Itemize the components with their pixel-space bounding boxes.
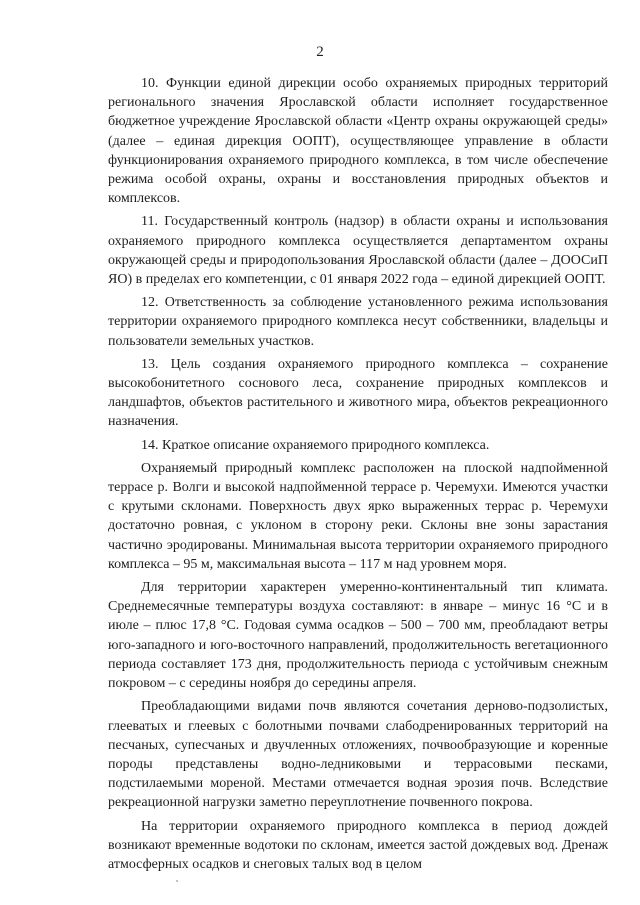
page-number: 2 <box>316 44 324 60</box>
paragraph-12-responsibility: 12. Ответственность за соблюдение установленного режима использования территории охраняемого природного комплекса несут собственники, владельцы и пользователи земельных участков. <box>108 295 608 349</box>
paragraph-14-description-heading: 14. Краткое описание охраняемого природного комплекса. <box>141 437 490 453</box>
paragraph-13-purpose: 13. Цель создания охраняемого природного комплекса – сохранение высокобонитетного соснового леса, сохранение природных комплексов и ландшафтов, объектов растительного и животного мира, объектов рекреационного назначения. <box>108 356 608 430</box>
scan-speck <box>176 880 178 882</box>
paragraph-hydrology: На территории охраняемого природного комплекса в период дождей возникают временные водотоки по склонам, имеется застой дождевых вод. Дренаж атмосферных осадков и снеговых талых вод в целом <box>108 818 608 872</box>
paragraph-relief: Охраняемый природный комплекс расположен на плоской надпойменной террасе р. Волги и высокой надпойменной террасе р. Черемухи. Имеются участки с крутыми склонами. Поверхность двух ярко выраженных террас р. Черемухи достаточно ровная, с уклоном в сторону реки. Склоны вне зоны зарастания частично эродированы. Минимальная высота территории охраняемого природного комплекса – 95 м, максимальная высота – 117 м над уровнем моря. <box>108 460 608 572</box>
paragraph-climate: Для территории характерен умеренно-континентальный тип климата. Среднемесячные температуры воздуха составляют: в январе – минус 16 °С и в июле – плюс 17,8 °С. Годовая сумма осадков – 500 – 700 мм, преобладают ветры юго-западного и юго-восточного направлений, продолжительность вегетационного периода составляет 173 дня, продолжительность периода с устойчивым снежным покровом – с середины ноября до середины апреля. <box>108 580 608 692</box>
paragraph-10-unified-directorate: 10. Функции единой дирекции особо охраняемых природных территорий регионального значения Ярославской области исполняет государственное бюджетное учреждение Ярославской области «Центр охраны окружающей среды» (далее – единая дирекция ООПТ), осуществляющее управление в области функционирования охраняемого природного комплекса, в том числе обеспечение режима особой охраны, охраны и восстановления природных объектов и комплексов. <box>108 76 608 207</box>
paragraph-soils: Преобладающими видами почв являются сочетания дерново-подзолистых, глееватых и глеевых с болотными почвами слабодренированных территорий на песчаных, супесчаных и двучленных отложениях, почвообразующие и коренные породы представлены водно-ледниковыми и террасовыми песками, подстилаемыми мореной. Местами отмечается водная эрозия почв. Вследствие рекреационной нагрузки заметно переуплотнение почвенного покрова. <box>108 699 608 811</box>
paragraph-11-state-control: 11. Государственный контроль (надзор) в области охраны и использования охраняемого природного комплекса осуществляется департаментом охраны окружающей среды и природопользования Ярославской области (далее – ДООСиП ЯО) в пределах его компетенции, с 01 января 2022 года – единой дирекцией ООПТ. <box>108 214 608 288</box>
document-body <box>108 74 608 878</box>
